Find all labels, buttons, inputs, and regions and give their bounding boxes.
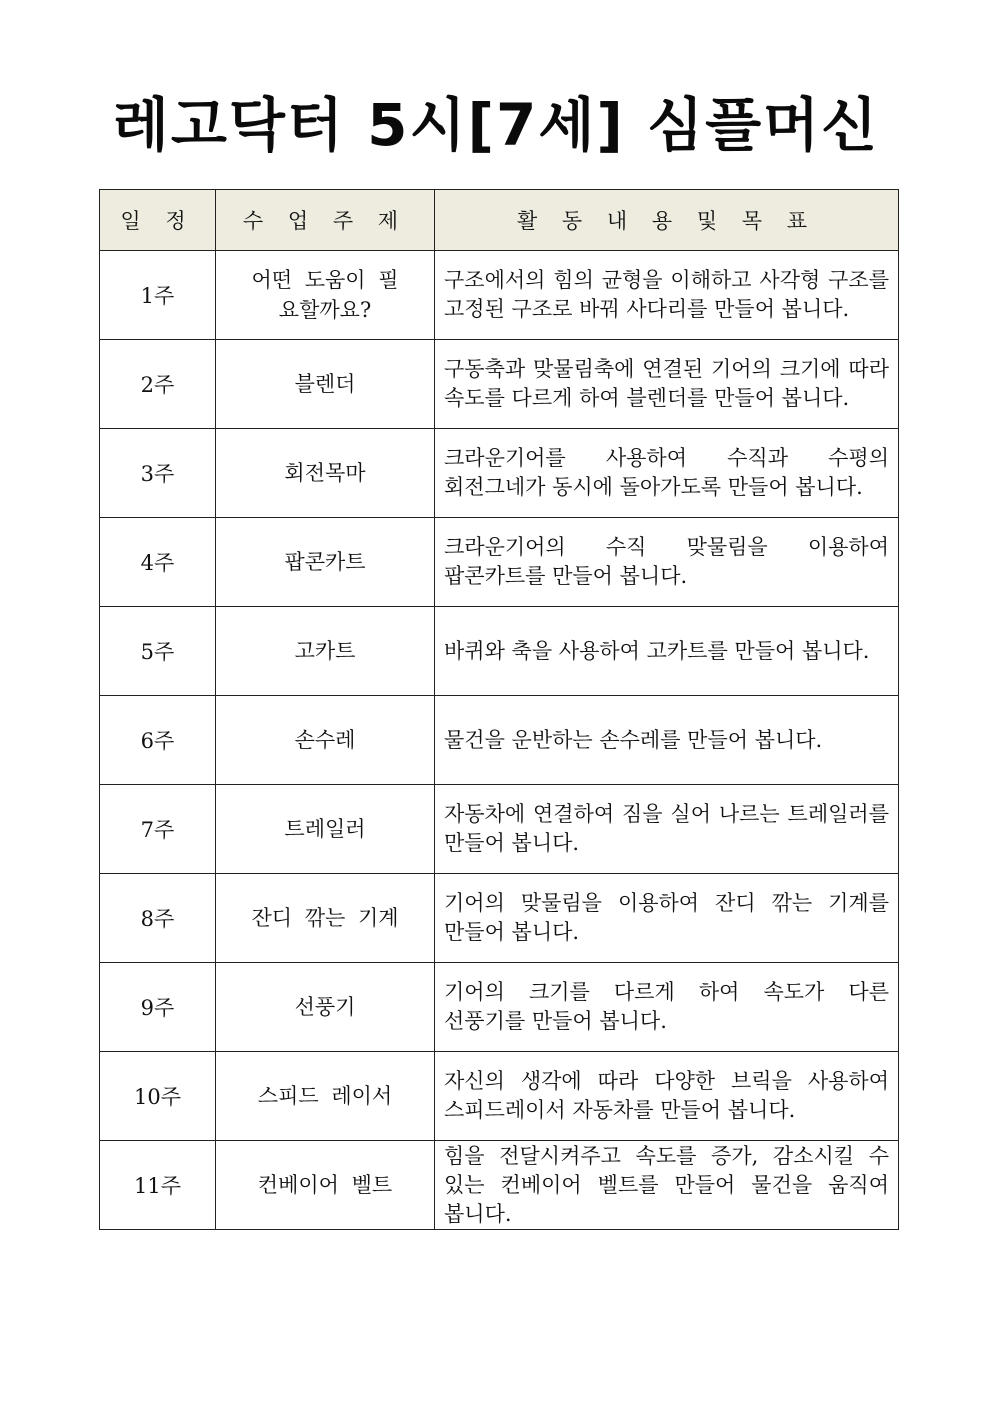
table-row <box>100 785 899 874</box>
header-schedule: 일 정 <box>100 190 216 251</box>
week-cell: 5주 <box>100 607 216 696</box>
topic-cell: 손수레 <box>216 696 435 785</box>
table-row <box>100 429 899 518</box>
schedule-table <box>99 189 899 1230</box>
week-cell: 3주 <box>100 429 216 518</box>
header-activity: 활 동 내 용 및 목 표 <box>435 190 899 251</box>
week-cell: 11주 <box>100 1141 216 1230</box>
table-row <box>100 874 899 963</box>
table-row <box>100 518 899 607</box>
topic-cell: 블렌더 <box>216 340 435 429</box>
week-cell: 6주 <box>100 696 216 785</box>
week-cell: 9주 <box>100 963 216 1052</box>
week-cell: 10주 <box>100 1052 216 1141</box>
week-cell: 2주 <box>100 340 216 429</box>
header-topic: 수 업 주 제 <box>216 190 435 251</box>
description-cell: 바퀴와 축을 사용하여 고카트를 만들어 봅니다. <box>435 607 899 696</box>
table-row <box>100 696 899 785</box>
table-row <box>100 963 899 1052</box>
topic-cell: 선풍기 <box>216 963 435 1052</box>
topic-cell: 스피드 레이서 <box>216 1052 435 1141</box>
table-header-row <box>100 190 899 251</box>
topic-cell: 잔디 깎는 기계 <box>216 874 435 963</box>
table-row <box>100 607 899 696</box>
description-cell: 기어의 크기를 다르게 하여 속도가 다른 선풍기를 만들어 봅니다. <box>435 963 899 1052</box>
week-cell: 8주 <box>100 874 216 963</box>
description-cell: 구조에서의 힘의 균형을 이해하고 사각형 구조를 고정된 구조로 바꿔 사다리를 만들어 봅니다. <box>435 251 899 340</box>
week-cell: 4주 <box>100 518 216 607</box>
topic-cell: 팝콘카트 <box>216 518 435 607</box>
table-row <box>100 1052 899 1141</box>
table-row <box>100 1141 899 1230</box>
description-cell: 힘을 전달시켜주고 속도를 증가, 감소시킬 수 있는 컨베이어 벨트를 만들어 물건을 움직여 봅니다. <box>435 1141 899 1230</box>
description-cell: 구동축과 맞물림축에 연결된 기어의 크기에 따라 속도를 다르게 하여 블렌더를 만들어 봅니다. <box>435 340 899 429</box>
table-row <box>100 340 899 429</box>
description-cell: 물건을 운반하는 손수레를 만들어 봅니다. <box>435 696 899 785</box>
description-cell: 기어의 맞물림을 이용하여 잔디 깎는 기계를 만들어 봅니다. <box>435 874 899 963</box>
topic-cell: 고카트 <box>216 607 435 696</box>
description-cell: 크라운기어를 사용하여 수직과 수평의 회전그네가 동시에 돌아가도록 만들어 봅니다. <box>435 429 899 518</box>
table-row <box>100 251 899 340</box>
topic-cell: 컨베이어 벨트 <box>216 1141 435 1230</box>
week-cell: 7주 <box>100 785 216 874</box>
topic-cell: 회전목마 <box>216 429 435 518</box>
description-cell: 크라운기어의 수직 맞물림을 이용하여 팝콘카트를 만들어 봅니다. <box>435 518 899 607</box>
topic-cell: 트레일러 <box>216 785 435 874</box>
description-cell: 자신의 생각에 따라 다양한 브릭을 사용하여 스피드레이서 자동차를 만들어 봅니다. <box>435 1052 899 1141</box>
description-cell: 자동차에 연결하여 짐을 실어 나르는 트레일러를 만들어 봅니다. <box>435 785 899 874</box>
week-cell: 1주 <box>100 251 216 340</box>
topic-cell: 어떤 도움이 필요할까요? <box>216 251 435 340</box>
document-title: 레고닥터 5시[7세] 심플머신 <box>112 91 880 159</box>
